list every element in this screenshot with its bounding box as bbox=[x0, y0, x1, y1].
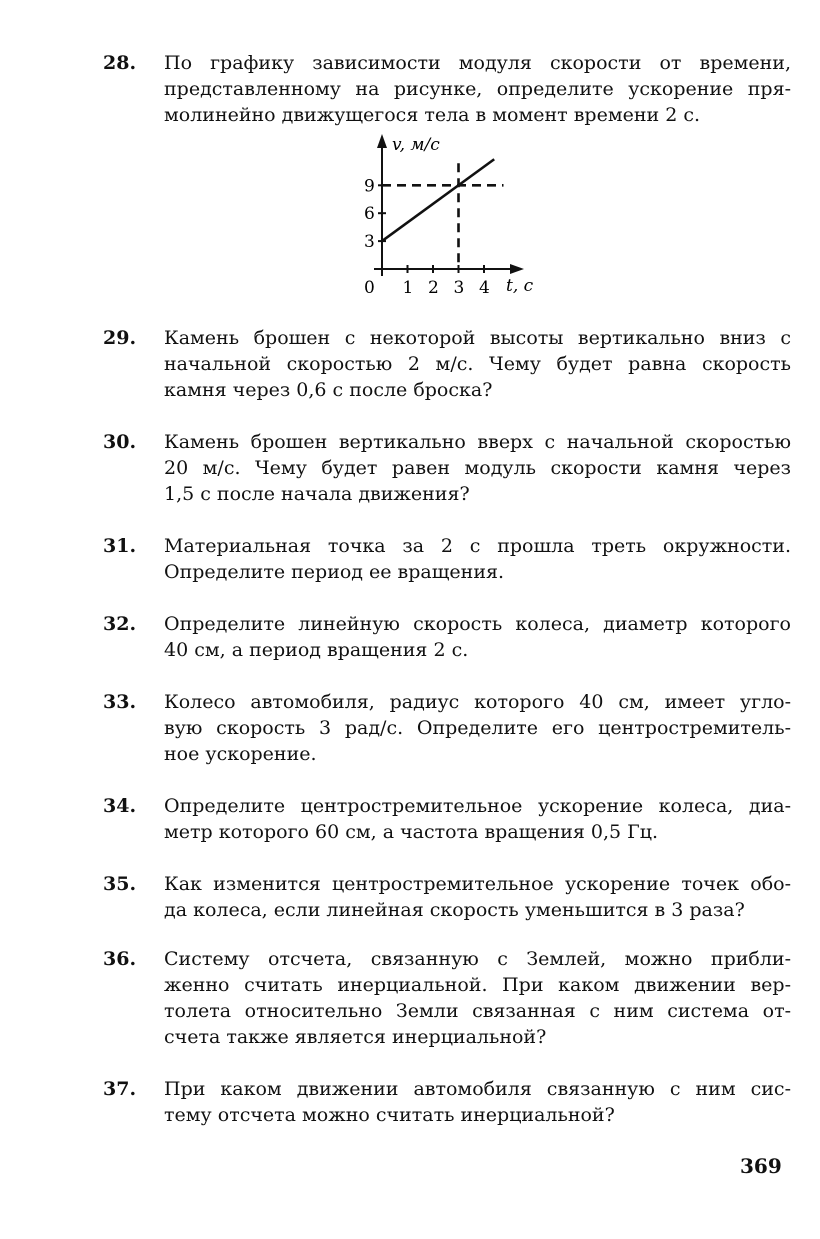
problem-number: 30. bbox=[103, 431, 137, 453]
problem-number: 35. bbox=[103, 873, 137, 895]
problem-number: 33. bbox=[103, 691, 137, 713]
problem-number: 29. bbox=[103, 327, 137, 349]
text-line: представленному на рисунке, определите ускорение пря- bbox=[164, 78, 791, 100]
text-line: Камень брошен с некоторой высоты вертикально вниз с bbox=[164, 327, 791, 349]
y-tick-label: 9 bbox=[364, 176, 375, 197]
x-tick-label: 3 bbox=[453, 278, 465, 298]
x-tick-label: 1 bbox=[402, 278, 414, 298]
text-line: 1,5 с после начала движения? bbox=[164, 483, 470, 505]
problem-text bbox=[164, 533, 791, 585]
problem-text bbox=[164, 871, 791, 923]
text-line: Определите центростремительное ускорение колеса, диа- bbox=[164, 795, 791, 817]
y-axis-label: v, м/с bbox=[392, 135, 440, 155]
text-line: начальной скоростью 2 м/с. Чему будет равна скорость bbox=[164, 353, 791, 375]
problem-text bbox=[164, 325, 791, 403]
problem-number: 36. bbox=[103, 948, 137, 970]
x-tick-label: 4 bbox=[479, 278, 490, 298]
origin-label: 0 bbox=[364, 278, 375, 298]
problem-number: 34. bbox=[103, 795, 137, 817]
text-line: Как изменится центростремительное ускорение точек обо- bbox=[164, 873, 791, 895]
problem-text bbox=[164, 1076, 791, 1128]
text-line: счета также является инерциальной? bbox=[164, 1026, 547, 1048]
y-tick-label: 6 bbox=[364, 204, 375, 225]
problem-number: 31. bbox=[103, 535, 137, 557]
text-line: Колесо автомобиля, радиус которого 40 см, имеет угло- bbox=[164, 691, 791, 713]
text-line: Камень брошен вертикально вверх с начальной скоростью bbox=[164, 431, 791, 453]
y-tick-label: 3 bbox=[364, 232, 375, 253]
problem-text bbox=[164, 50, 791, 128]
text-line: При каком движении автомобиля связанную с ним сис- bbox=[164, 1078, 791, 1100]
problem-number: 28. bbox=[103, 52, 137, 74]
text-line: женно считать инерциальной. При каком движении вер- bbox=[164, 974, 791, 996]
text-line: молинейно движущегося тела в момент времени 2 с. bbox=[164, 104, 701, 126]
velocity-line bbox=[382, 159, 494, 241]
problem-text bbox=[164, 946, 791, 1050]
text-line: 20 м/с. Чему будет равен модуль скорости камня через bbox=[164, 457, 791, 479]
text-line: Определите период ее вращения. bbox=[164, 561, 505, 583]
problem-text bbox=[164, 429, 791, 507]
problem-text bbox=[164, 793, 791, 845]
text-line: Систему отсчета, связанную с Землей, можно прибли- bbox=[164, 948, 791, 970]
text-line: метр которого 60 см, а частота вращения 0,5 Гц. bbox=[164, 821, 659, 843]
text-line: камня через 0,6 с после броска? bbox=[164, 379, 493, 401]
velocity-time-graph bbox=[340, 128, 560, 303]
text-line: тему отсчета можно считать инерциальной? bbox=[164, 1104, 615, 1126]
problem-text bbox=[164, 689, 791, 767]
problem-number: 32. bbox=[103, 613, 137, 635]
x-axis-arrow bbox=[510, 264, 524, 274]
text-line: вую скорость 3 рад/с. Определите его центростремитель- bbox=[164, 717, 791, 739]
text-line: Определите линейную скорость колеса, диаметр которого bbox=[164, 613, 791, 635]
problem-text bbox=[164, 611, 791, 663]
text-line: Материальная точка за 2 с прошла треть окружности. bbox=[164, 535, 791, 557]
page-number: 369 bbox=[740, 1154, 782, 1178]
text-line: ное ускорение. bbox=[164, 743, 317, 765]
guide-lines bbox=[382, 163, 504, 269]
text-line: 40 см, а период вращения 2 с. bbox=[164, 639, 469, 661]
text-line: толета относительно Земли связанная с ним система от- bbox=[164, 1000, 791, 1022]
y-axis-arrow bbox=[377, 134, 387, 148]
text-line: По графику зависимости модуля скорости от времени, bbox=[164, 52, 791, 74]
x-axis-label: t, с bbox=[506, 276, 534, 296]
text-line: да колеса, если линейная скорость уменьшится в 3 раза? bbox=[164, 899, 745, 921]
graph-svg bbox=[340, 128, 560, 303]
x-tick-label: 2 bbox=[428, 278, 439, 298]
problem-number: 37. bbox=[103, 1078, 137, 1100]
